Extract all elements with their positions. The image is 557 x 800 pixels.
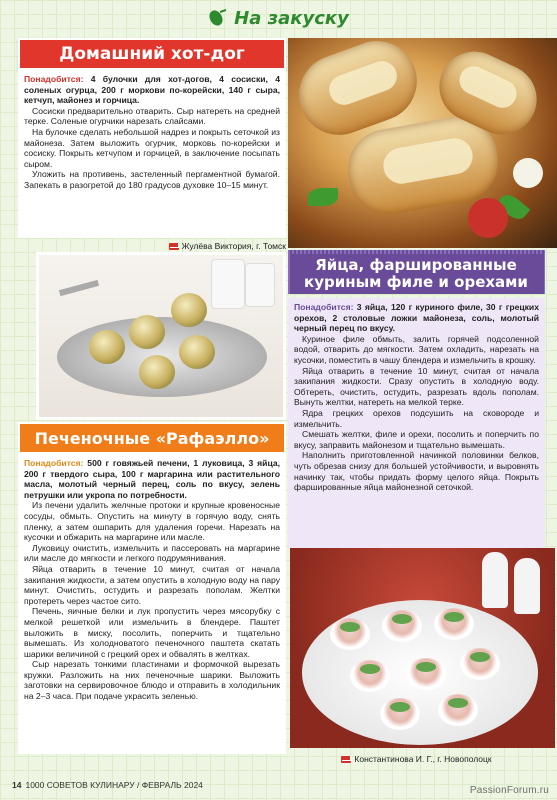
rafaello-step: Печень, яичные белки и лук пропустить через мясорубку с мелкой решеткой или измельчить в блендере. Паштет выложить в миску, посолить, поперчить и тщательно вымешать. Из холодноватого печеночного паштета скатать шарики величиной с грецкий орех и обвалять в желтках. (24, 606, 280, 659)
hotdog-title-bar (18, 38, 286, 70)
rafaello-title: Печеночные «Рафаэлло» (34, 428, 270, 448)
section-title: На закуску (234, 7, 349, 29)
eggs-step: Ядра грецких орехов подсушить на сковороде и измельчить. (294, 407, 539, 429)
rafaello-need-label: Понадобится: (24, 458, 84, 468)
section-header (0, 0, 557, 36)
hotdog-photo (288, 38, 557, 248)
rafaello-ingredients-text: 500 г говяжьей печени, 1 луковица, 3 яйца, 200 г твердого сыра, 100 г маргарина или растительного масла, молотый черный перец, соль по вкусу, зелень петрушки или укропа по потребности. (24, 458, 280, 500)
mail-icon (341, 756, 351, 763)
mail-icon (169, 243, 179, 250)
hotdog-title: Домашний хот-дог (59, 44, 245, 64)
hotdog-ingredients-text: 4 булочки для хот-догов, 4 сосиски, 4 соленых огурца, 200 г моркови по-корейски, 140 г сыра, кетчуп, майонез и горчица. (24, 74, 280, 106)
rafaello-title-bar (18, 422, 286, 454)
hotdog-recipe-text (18, 70, 286, 238)
eggs-recipe-text (288, 298, 545, 548)
eggs-title-line: куриным филе и орехами (304, 273, 528, 291)
eggs-step: Смешать желтки, филе и орехи, посолить и поперчить по вкусу, заправить майонезом и тщательно вымешать. (294, 429, 539, 450)
watermark: PassionForum.ru (469, 785, 549, 796)
eggs-author (288, 752, 545, 766)
rafaello-step: Сыр нарезать тонкими пластинами и формочкой вырезать кружки. Разложить на них печеночные шарики. Выложить заготовки на сервировочное блюдо и отправить в холодильник на 2–3 часа. При подаче украсить зеленью. (24, 659, 280, 702)
rafaello-ingredients (24, 458, 280, 500)
hotdog-step: Сосиски предварительно отварить. Сыр натереть на средней терке. Соленые огурчики нарезать слайсами. (24, 105, 280, 127)
eggs-step: Наполнить приготовленной начинкой половинки белков, чуть обрезав снизу для большей устойчивости, и выровнять начинку так, чтобы придать форму целого яйца. Покрыть фаршированные яйца майонезной сеточкой. (294, 450, 539, 493)
eggs-step: Куриное филе обмыть, залить горячей подсоленной водой, отварить до мягкости. Затем охладить, нарезать на кусочки, поместить в чашу блендера и измельчить в крошку. (294, 333, 539, 365)
hotdog-step: Уложить на противень, застеленный пергаментной бумагой. Запекать в разогретой до 180 градусов духовке 10–15 минут. (24, 169, 280, 190)
page-number: 14 (12, 780, 22, 790)
hotdog-step: На булочке сделать небольшой надрез и покрыть сеточкой из майонеза. Затем выложить огурчик, морковь по-корейски и сосиску. Покрыть кетчупом и горчицей, в заключение посыпать сыром. (24, 126, 280, 169)
spoon-leaf-icon (208, 8, 228, 28)
eggs-ingredients-text: 3 яйца, 120 г куриного филе, 30 г грецких орехов, 2 столовые ложки майонеза, соль, молотый черный перец по вкусу. (294, 302, 539, 334)
eggs-photo (290, 548, 555, 748)
hotdog-ingredients (24, 74, 280, 106)
eggs-author-name: Константинова И. Г., г. Новополоцк (354, 754, 492, 764)
rafaello-step: Луковицу очистить, измельчить и пассеровать на маргарине или масле до мягкости и легкого подрумянивания. (24, 542, 280, 564)
rafaello-step: Из печени удалить желчные протоки и крупные кровеносные сосуды, обмыть. Опустить на минуту в горячую воду, снять пленку, а затем ошпарить для удаления горечи. Нарезать на кусочки и обжарить на маргарине или масле. (24, 500, 280, 543)
hotdog-need-label: Понадобится: (24, 74, 84, 84)
hotdog-author (18, 239, 286, 253)
eggs-ingredients (294, 302, 539, 334)
rafaello-photo (36, 252, 286, 420)
eggs-need-label: Понадобится: (294, 302, 354, 312)
eggs-title (290, 254, 542, 294)
eggs-title-line: Яйца, фаршированные (315, 256, 517, 274)
eggs-step: Яйца отварить в течение 10 минут, считая от начала закипания жидкости. Сразу опустить в холодную воду. Обтереть, очистить, остудить, разрезать вдоль пополам. Вынуть желтки, натереть на мелкой терке. (294, 365, 539, 408)
hotdog-author-name: Жулёва Виктория, г. Томск (181, 241, 286, 251)
magazine-info: 1000 СОВЕТОВ КУЛИНАРУ / ФЕВРАЛЬ 2024 (25, 780, 203, 790)
rafaello-step: Яйца отварить в течение 10 минут, считая от начала закипания жидкости, а затем опустить в холодную воду на пару минут. Очистить, остудить и разрезать пополам. Желтки протереть через частое сито. (24, 563, 280, 606)
rafaello-recipe-text (18, 454, 286, 754)
